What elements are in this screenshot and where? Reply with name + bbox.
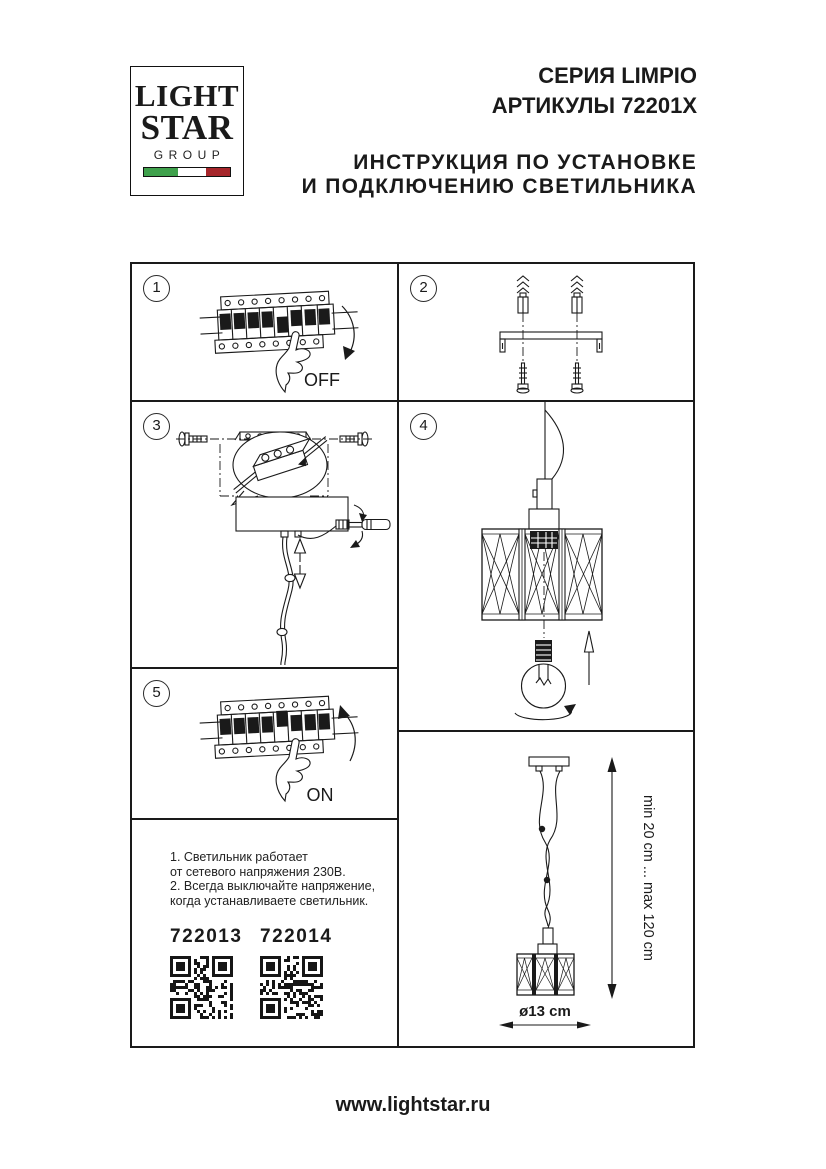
product-code-right: 722014	[260, 926, 333, 947]
on-arrow-icon	[344, 713, 355, 761]
rotate-bulb-arrow-icon	[515, 704, 576, 720]
step1-panel	[132, 264, 399, 402]
lamp-socket-icon	[530, 531, 558, 549]
safety-notes	[170, 850, 375, 908]
pendant-assembly-drawing	[399, 402, 691, 728]
breaker-off-drawing	[132, 264, 397, 398]
step5-panel	[132, 669, 399, 820]
note-line-4: когда устанавливаете светильник.	[170, 893, 369, 908]
diameter-dimension	[499, 1022, 591, 1029]
mounting-bracket-icon	[500, 332, 602, 352]
breaker-on-drawing	[132, 669, 397, 816]
step5-number-badge: 5	[143, 680, 170, 707]
step2-panel	[399, 264, 693, 402]
instruction-title	[302, 151, 697, 199]
ceiling-plate-icon	[529, 757, 569, 766]
series-title: СЕРИЯ LIMPIO	[538, 63, 697, 88]
flag-red-segment	[206, 168, 230, 176]
canopy-wiring-drawing	[132, 402, 397, 665]
logo-group: GROUP	[153, 148, 226, 162]
ceiling-canopy-icon	[236, 497, 348, 537]
header-block	[302, 61, 697, 199]
wall-plug-icon	[517, 276, 529, 313]
breaker-top-screws	[225, 295, 325, 305]
note-line-1: 1. Светильник работает	[170, 850, 308, 864]
breaker-bottom-screws	[219, 339, 319, 349]
lightstar-logo	[130, 66, 244, 196]
italian-flag-bar	[143, 167, 231, 177]
crystal-shade-icon	[517, 954, 574, 995]
instruction-line-1: ИНСТРУКЦИЯ ПО УСТАНОВКЕ	[353, 151, 697, 174]
note-line-2: от сетевого напряжения 230В.	[170, 864, 346, 879]
step3-number-badge: 3	[143, 413, 170, 440]
articles-title: АРТИКУЛЫ 72201X	[491, 93, 697, 118]
step4-panel	[399, 402, 693, 732]
step3-panel	[132, 402, 399, 669]
mounting-kit-drawing	[399, 264, 691, 398]
flag-green-segment	[144, 168, 178, 176]
instruction-line-2: И ПОДКЛЮЧЕНИЮ СВЕТИЛЬНИКА	[301, 175, 697, 198]
logo-light: LIGHT	[134, 78, 240, 113]
pendant-dimensions-drawing	[399, 732, 691, 1042]
on-label: ON	[306, 785, 334, 805]
dimensions-panel	[399, 732, 693, 1046]
off-label: OFF	[304, 370, 340, 390]
breaker-top-screws	[225, 700, 325, 710]
terminal-block-detail-balloon	[226, 432, 334, 505]
pendant-cord	[277, 537, 295, 665]
screw-icon	[517, 363, 529, 393]
logo-star: STAR	[140, 108, 234, 147]
product-code-left: 722013	[170, 926, 243, 947]
qr-code-right	[260, 956, 323, 1019]
breaker-bottom-screws	[219, 744, 319, 754]
up-down-arrows-icon	[295, 539, 306, 588]
wall-plug-icon	[571, 276, 583, 313]
steps-grid	[130, 262, 695, 1048]
pendant-cord	[539, 771, 560, 929]
footer-url: www.lightstar.ru	[335, 1094, 491, 1116]
light-bulb-icon	[522, 640, 566, 708]
step1-number-badge: 1	[143, 275, 170, 302]
step2-number-badge: 2	[410, 275, 437, 302]
height-dimension	[608, 757, 617, 999]
height-range-label: min 20 cm ... max 120 cm	[640, 795, 656, 961]
up-arrow-icon	[585, 631, 594, 685]
diameter-label: ø13 cm	[519, 1003, 571, 1020]
screwdriver-icon	[349, 520, 390, 530]
note-line-3: 2. Всегда выключайте напряжение,	[170, 879, 376, 893]
notes-panel	[132, 820, 399, 1046]
screw-icon	[571, 363, 583, 393]
step4-number-badge: 4	[410, 413, 437, 440]
qr-code-left	[170, 956, 233, 1019]
flag-white-segment	[178, 168, 206, 176]
